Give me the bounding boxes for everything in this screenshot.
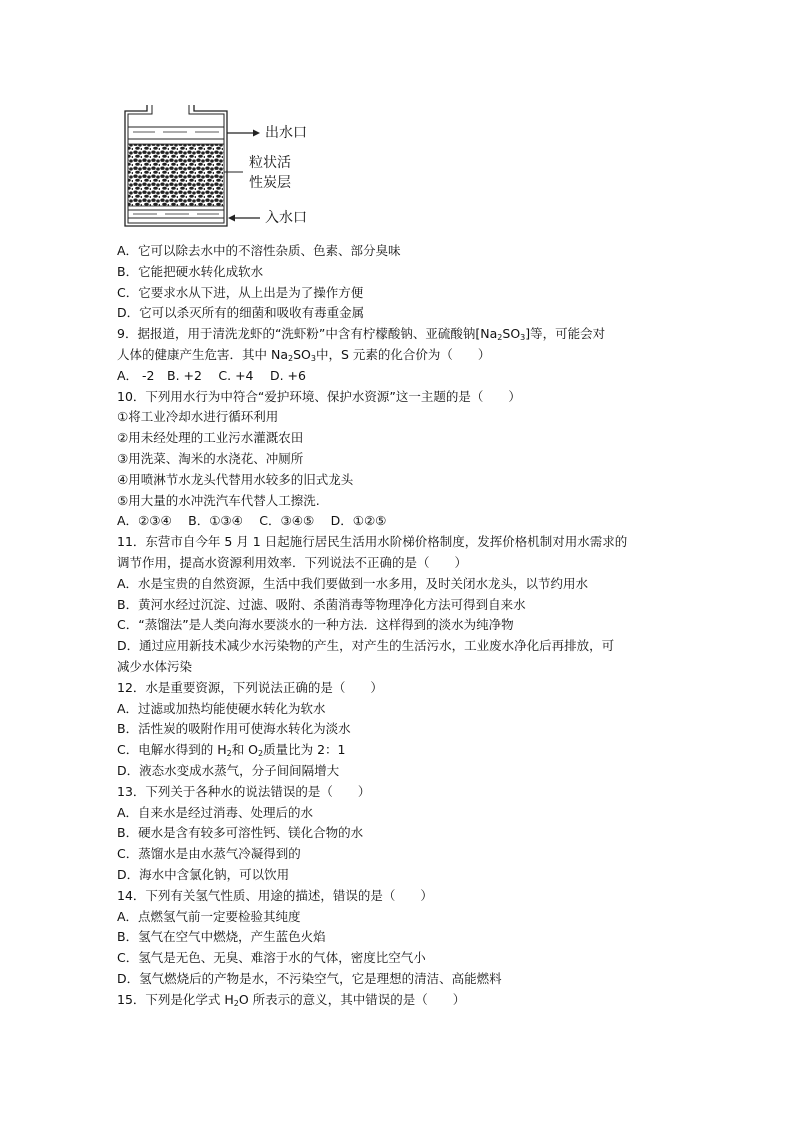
q11-stem-line2: 调节作用，提高水资源利用效率．下列说法不正确的是（ ） (117, 554, 468, 570)
q15-text: 15．下列是化学式 H (117, 991, 234, 1007)
q9-text: SO (502, 326, 521, 342)
q10-item-2: ②用未经处理的工业污水灌溉农田 (117, 430, 304, 446)
q8-option-b: B．它能把硬水转化成软水 (117, 263, 264, 279)
q10-item-5: ⑤用大量的水冲洗汽车代替人工擦洗. (117, 492, 320, 508)
q10-item-3: ③用洗菜、淘米的水浇花、冲厕所 (117, 450, 304, 466)
q12-text: 和 O (231, 742, 259, 758)
q11-option-b: B．黄河水经过沉淀、过滤、吸附、杀菌消毒等物理净化方法可得到自来水 (117, 596, 526, 612)
q12-text: C．电解水得到的 H (117, 742, 227, 758)
carbon-layer-label-line2: 性炭层 (249, 175, 291, 191)
q8-option-c: C．它要求水从下进，从上出是为了操作方便 (117, 284, 364, 300)
inlet-label: 入水口 (265, 210, 307, 226)
q9-text: SO (293, 346, 311, 362)
q10-item-1: ①将工业冷却水进行循环利用 (117, 409, 279, 425)
q12-option-b: B．活性炭的吸附作用可使海水转化为淡水 (117, 721, 351, 737)
q8-option-d: D．它可以杀灭所有的细菌和吸收有毒重金属 (117, 305, 365, 321)
subscript: 3 (310, 353, 316, 363)
q13-option-c: C．蒸馏水是由水蒸气冷凝得到的 (117, 846, 301, 862)
q11-option-d: D．通过应用新技术减少水污染物的产生，对产生的生活污水，工业废水净化后再排放，可 (117, 638, 615, 654)
subscript: 3 (520, 333, 526, 343)
q9-stem-line2 (117, 345, 682, 366)
subscript: 2 (497, 333, 503, 343)
q9-options: A． -2 B. +2 C. +4 D. +6 (117, 367, 306, 383)
q14-stem: 14．下列有关氢气性质、用途的描述，错误的是（ ） (117, 887, 433, 903)
q12-stem: 12．水是重要资源，下列说法正确的是（ ） (117, 679, 383, 695)
q12-text: 质量比为 2：1 (263, 742, 346, 758)
q15-stem (117, 990, 682, 1011)
q12-option-c (117, 740, 682, 761)
q14-option-d: D．氢气燃烧后的产物是水，不污染空气，它是理想的清洁、高能燃料 (117, 970, 502, 986)
q10-options: A．②③④ B．①③④ C．③④⑤ D．①②⑤ (117, 513, 387, 529)
subscript: 2 (288, 353, 294, 363)
q9-text: ]等，可能会对 (525, 326, 606, 342)
q13-stem: 13．下列关于各种水的说法错误的是（ ） (117, 783, 371, 799)
q9-stem-line1 (117, 324, 682, 345)
carbon-layer-label-line1: 粒状活 (249, 155, 291, 171)
q14-option-c: C．氢气是无色、无臭、难溶于水的气体，密度比空气小 (117, 950, 426, 966)
q12-option-a: A．过滤或加热均能使硬水转化为软水 (117, 700, 326, 716)
q8-option-a: A．它可以除去水中的不溶性杂质、色素、部分臭味 (117, 243, 401, 258)
subscript: 2 (233, 998, 239, 1008)
q12-option-d: D．液态水变成水蒸气，分子间间隔增大 (117, 762, 340, 778)
q10-stem: 10．下列用水行为中符合“爱护环境、保护水资源”这一主题的是（ ） (117, 388, 521, 404)
subscript: 2 (226, 749, 232, 759)
outlet-label: 出水口 (265, 125, 307, 141)
q13-option-d: D．海水中含氯化钠，可以饮用 (117, 866, 290, 882)
filter-figure (115, 102, 335, 234)
q14-option-a: A．点燃氢气前一定要检验其纯度 (117, 908, 301, 924)
question-content (117, 241, 682, 1010)
q9-text: 9．据报道，用于清洗龙虾的“洗虾粉”中含有柠檬酸钠、亚硫酸钠[Na (117, 326, 498, 342)
q15-text: O 所表示的意义，其中错误的是（ ） (238, 991, 466, 1007)
q11-stem-line1: 11．东营市自今年 5 月 1 日起施行居民生活用水阶梯价格制度，发挥价格机制对用水需求的 (117, 534, 628, 550)
subscript: 2 (258, 749, 264, 759)
q13-option-b: B．硬水是含有较多可溶性钙、镁化合物的水 (117, 825, 364, 841)
q14-option-b: B．氢气在空气中燃烧，产生蓝色火焰 (117, 929, 326, 945)
q9-text: 中，S 元素的化合价为（ ） (315, 346, 491, 362)
q13-option-a: A．自来水是经过消毒、处理后的水 (117, 804, 314, 820)
q10-item-4: ④用喷淋节水龙头代替用水较多的旧式龙头 (117, 471, 354, 487)
q11-option-c: C．“蒸馏法”是人类向海水要淡水的一种方法．这样得到的淡水为纯净物 (117, 617, 514, 633)
q11-option-a: A．水是宝贵的自然资源，生活中我们要做到一水多用，及时关闭水龙头，以节约用水 (117, 575, 589, 591)
q11-option-d-cont: 减少水体污染 (117, 658, 193, 674)
q9-text: 人体的健康产生危害．其中 Na (117, 346, 288, 362)
